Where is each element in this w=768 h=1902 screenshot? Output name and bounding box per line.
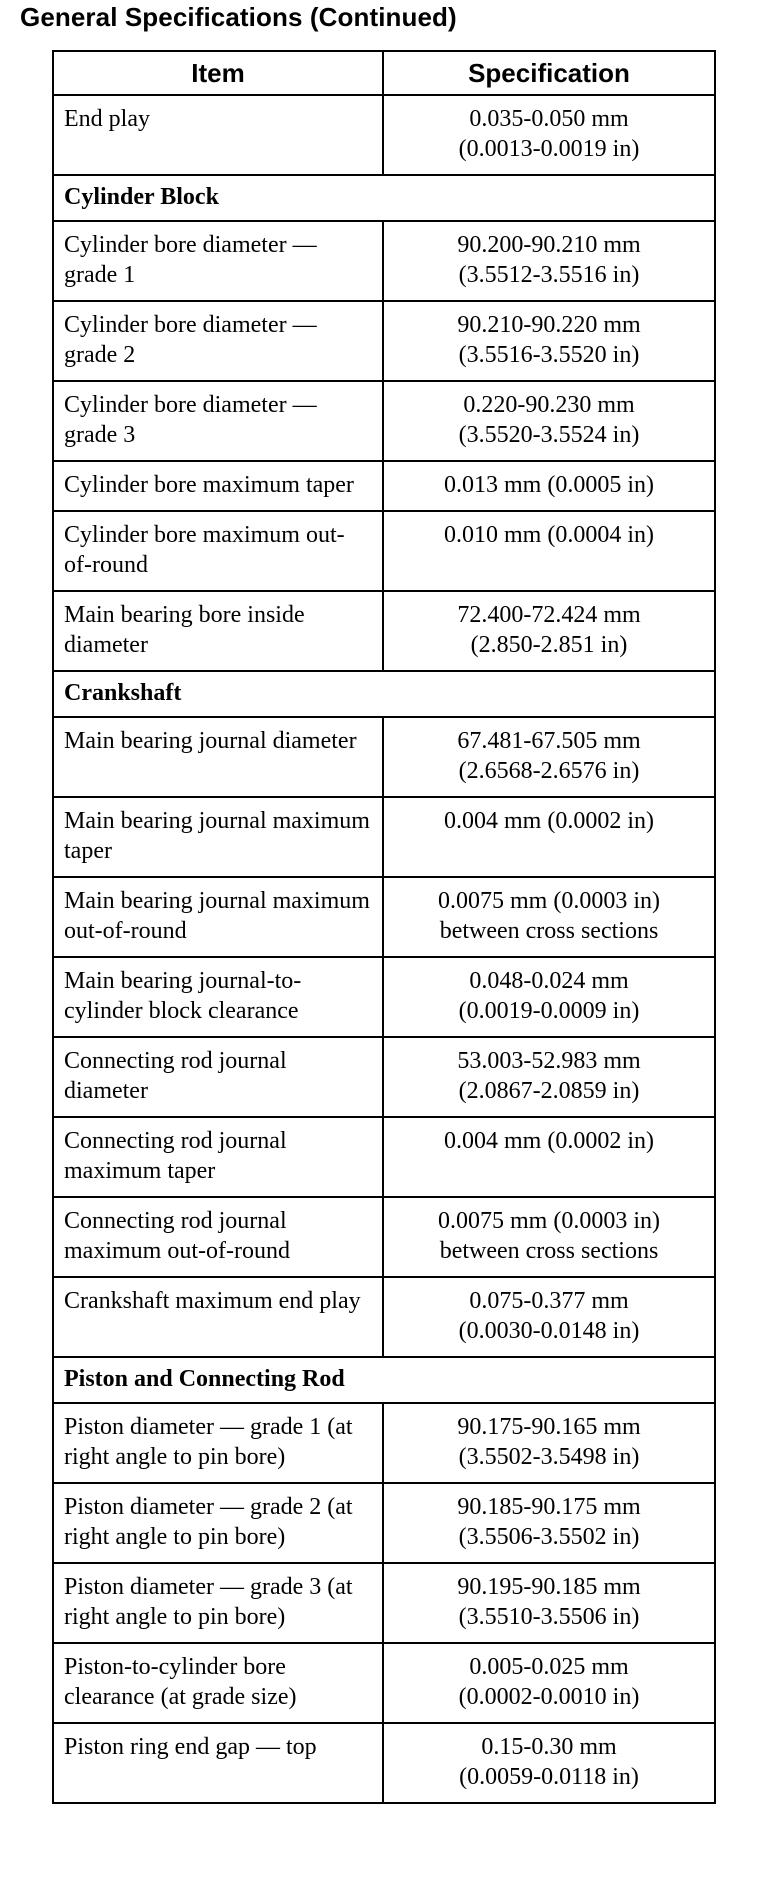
specification-cell <box>383 797 715 877</box>
specification-line-1: 0.048-0.024 mm <box>469 968 629 994</box>
table-row <box>53 957 715 1037</box>
specification-cell <box>383 1483 715 1563</box>
specification-cell <box>383 957 715 1037</box>
table-row <box>53 95 715 175</box>
item-cell: Main bearing journal maximum taper <box>53 797 383 877</box>
item-cell: Main bearing journal diameter <box>53 717 383 797</box>
specification-line-1: 0.0075 mm (0.0003 in) <box>438 888 660 914</box>
table-body <box>53 95 715 1803</box>
specification-line-2: (0.0002-0.0010 in) <box>458 1684 640 1710</box>
specification-line-1: 90.195-90.185 mm <box>457 1574 641 1600</box>
item-cell: Connecting rod journal maximum taper <box>53 1117 383 1197</box>
header-item: Item <box>53 51 383 95</box>
specification-cell <box>383 301 715 381</box>
section-row <box>53 1357 715 1403</box>
specification-cell <box>383 1643 715 1723</box>
item-cell: Main bearing bore inside diameter <box>53 591 383 671</box>
item-cell: End play <box>53 95 383 175</box>
specification-line-2: (3.5512-3.5516 in) <box>458 262 640 288</box>
table-row <box>53 797 715 877</box>
specification-line-1: 0.0075 mm (0.0003 in) <box>438 1208 660 1234</box>
table-row <box>53 221 715 301</box>
specification-line-2: (0.0013-0.0019 in) <box>458 136 640 162</box>
section-row <box>53 175 715 221</box>
specification-cell <box>383 95 715 175</box>
specification-line-1: 67.481-67.505 mm <box>457 728 641 754</box>
item-cell: Piston diameter — grade 3 (at right angle to pin bore) <box>53 1563 383 1643</box>
specification-line-1: 0.220-90.230 mm <box>463 392 635 418</box>
specification-line-1: 0.15-0.30 mm <box>481 1734 617 1760</box>
specification-line-2: (3.5520-3.5524 in) <box>458 422 640 448</box>
table-row <box>53 877 715 957</box>
table-row <box>53 301 715 381</box>
specification-line-2: (0.0019-0.0009 in) <box>458 998 640 1024</box>
specification-cell <box>383 1723 715 1803</box>
item-cell: Connecting rod journal maximum out-of-round <box>53 1197 383 1277</box>
table-row <box>53 1197 715 1277</box>
item-cell: Cylinder bore maximum taper <box>53 461 383 511</box>
specification-line-1: 0.075-0.377 mm <box>469 1288 629 1314</box>
table-header-row <box>53 51 715 95</box>
specification-line-1: 0.004 mm (0.0002 in) <box>444 808 654 834</box>
specification-line-1: 0.010 mm (0.0004 in) <box>444 522 654 548</box>
specifications-table <box>52 50 716 1804</box>
specification-line-1: 90.210-90.220 mm <box>457 312 641 338</box>
table-row <box>53 591 715 671</box>
table-row <box>53 1277 715 1357</box>
specification-line-2: (2.6568-2.6576 in) <box>458 758 640 784</box>
table-row <box>53 1563 715 1643</box>
table-row <box>53 381 715 461</box>
specification-line-2: (0.0059-0.0118 in) <box>459 1764 639 1790</box>
specification-line-1: 0.013 mm (0.0005 in) <box>444 472 654 498</box>
specification-line-1: 53.003-52.983 mm <box>457 1048 641 1074</box>
table-row <box>53 1037 715 1117</box>
specification-cell <box>383 511 715 591</box>
specification-line-1: 90.200-90.210 mm <box>457 232 641 258</box>
specification-line-1: 90.185-90.175 mm <box>457 1494 641 1520</box>
specification-line-2: (3.5502-3.5498 in) <box>458 1444 640 1470</box>
specification-cell <box>383 1197 715 1277</box>
specification-line-1: 90.175-90.165 mm <box>457 1414 641 1440</box>
section-row <box>53 671 715 717</box>
item-cell: Main bearing journal-to-cylinder block clearance <box>53 957 383 1037</box>
table-row <box>53 1403 715 1483</box>
specification-line-1: 72.400-72.424 mm <box>457 602 641 628</box>
specification-cell <box>383 1277 715 1357</box>
specification-cell <box>383 1117 715 1197</box>
specification-line-1: 0.005-0.025 mm <box>469 1654 629 1680</box>
item-cell: Cylinder bore diameter — grade 3 <box>53 381 383 461</box>
specification-line-2: (0.0030-0.0148 in) <box>458 1318 640 1344</box>
specification-cell <box>383 1563 715 1643</box>
item-cell: Piston ring end gap — top <box>53 1723 383 1803</box>
table-row <box>53 511 715 591</box>
specification-line-1: 0.004 mm (0.0002 in) <box>444 1128 654 1154</box>
item-cell: Cylinder bore diameter — grade 1 <box>53 221 383 301</box>
section-heading: Crankshaft <box>53 671 715 717</box>
page-title: General Specifications (Continued) <box>20 2 457 32</box>
specification-line-2: between cross sections <box>439 1238 659 1264</box>
specification-cell <box>383 1403 715 1483</box>
item-cell: Piston-to-cylinder bore clearance (at grade size) <box>53 1643 383 1723</box>
specification-cell <box>383 221 715 301</box>
specification-cell <box>383 381 715 461</box>
table-row <box>53 1643 715 1723</box>
specification-cell <box>383 591 715 671</box>
table-row <box>53 461 715 511</box>
specification-cell <box>383 717 715 797</box>
specification-line-2: (3.5516-3.5520 in) <box>458 342 640 368</box>
specification-line-2: (3.5506-3.5502 in) <box>458 1524 640 1550</box>
item-cell: Cylinder bore maximum out-of-round <box>53 511 383 591</box>
table-row <box>53 1483 715 1563</box>
table-row <box>53 1723 715 1803</box>
specification-line-2: (3.5510-3.5506 in) <box>458 1604 640 1630</box>
item-cell: Crankshaft maximum end play <box>53 1277 383 1357</box>
specification-cell <box>383 877 715 957</box>
specification-line-2: between cross sections <box>439 918 659 944</box>
specification-line-2: (2.850-2.851 in) <box>470 632 628 658</box>
table-row <box>53 717 715 797</box>
item-cell: Cylinder bore diameter — grade 2 <box>53 301 383 381</box>
specification-cell <box>383 461 715 511</box>
specification-line-1: 0.035-0.050 mm <box>469 106 629 132</box>
specification-line-2: (2.0867-2.0859 in) <box>458 1078 640 1104</box>
section-heading: Piston and Connecting Rod <box>53 1357 715 1403</box>
item-cell: Piston diameter — grade 1 (at right angle to pin bore) <box>53 1403 383 1483</box>
section-heading: Cylinder Block <box>53 175 715 221</box>
item-cell: Piston diameter — grade 2 (at right angle to pin bore) <box>53 1483 383 1563</box>
table-row <box>53 1117 715 1197</box>
item-cell: Connecting rod journal diameter <box>53 1037 383 1117</box>
specification-cell <box>383 1037 715 1117</box>
header-specification: Specification <box>383 51 715 95</box>
item-cell: Main bearing journal maximum out-of-round <box>53 877 383 957</box>
